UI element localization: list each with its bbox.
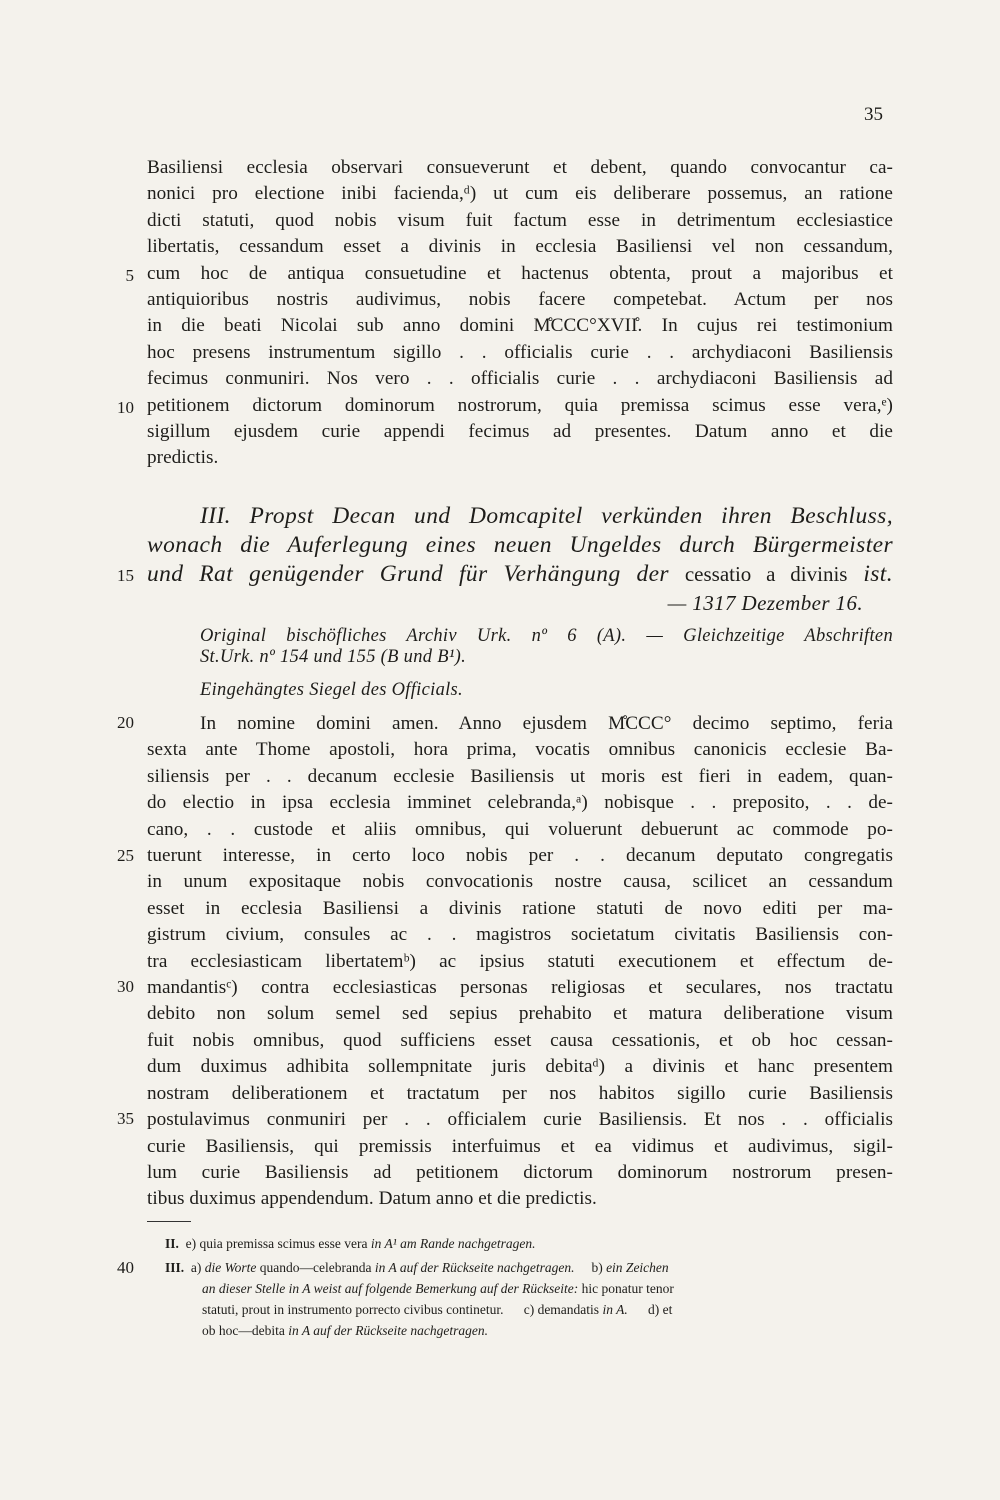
text-line: cano, . . custode et aliis omnibus, qui voluerunt debuerunt ac commode po-	[147, 818, 893, 840]
text-line: cum hoc de antiqua consuetudine et hactenus obtenta, prout a majoribus et	[147, 262, 893, 284]
text-line: postulavimus conmuniri per . . officialem curie Basiliensis. Et nos . . officialis	[147, 1109, 893, 1131]
text-line: debito non solum semel sed sepius prehabito et matura deliberatione visum	[147, 1003, 893, 1025]
text-line: nostram deliberationem et tractatum per nos habitos sigillo curie Basiliensis	[147, 1082, 893, 1104]
footnote-label: II.	[165, 1236, 179, 1251]
footnote-label: III.	[165, 1260, 185, 1275]
line-number-15: 15	[117, 566, 134, 585]
heading-text: und Rat genügender Grund für Verhängung der	[147, 561, 669, 587]
text-line: antiquioribus nostris audivimus, nobis facere competebat. Actum per nos	[147, 289, 893, 311]
footnote-text: quando—celebranda	[259, 1260, 372, 1275]
page-number: 35	[864, 104, 883, 125]
text-line: tibus duximus appendendum. Datum anno et die predictis.	[147, 1188, 597, 1210]
text-line: curie Basiliensis, qui premissis interfuimus et ea vidimus et audivimus, sigil-	[147, 1135, 893, 1157]
footnote-text: b)	[591, 1260, 603, 1275]
footnote-iii	[165, 1257, 893, 1278]
footnote-text: a)	[190, 1260, 202, 1275]
heading-line	[147, 560, 893, 589]
heading-upright-text: cessatio a divinis	[684, 562, 848, 586]
footnote-note: in A auf der Rückseite nachgetragen.	[374, 1260, 575, 1275]
line-number-5: 5	[125, 266, 134, 285]
text-line: esset in ecclesia Basiliensi a divinis ratione statuti de novo editi per ma-	[147, 897, 893, 919]
footnote-text: statuti, prout in instrumento porrecto civibus continetur.	[202, 1302, 504, 1317]
text-line: in unum expositaque nobis convocationis nostre causa, scilicet an cessandum	[147, 871, 893, 893]
text-line: Basiliensi ecclesia observari consueverunt et debent, quando convocantur ca-	[147, 157, 893, 178]
text-line: do electio in ipsa ecclesia imminet celebranda,ᵃ) nobisque . . preposito, . . de-	[147, 792, 893, 814]
text-line: tra ecclesiasticam libertatemᵇ) ac ipsius statuti executionem et effectum de-	[147, 950, 893, 972]
footnote-note: die Worte	[204, 1260, 257, 1275]
footnote-iii-cont	[165, 1299, 893, 1320]
text-line: fecimus conmuniri. Nos vero . . officialis curie . . archydiaconi Basiliensis ad	[147, 368, 893, 390]
line-number-30: 30	[117, 977, 134, 996]
line-number-35: 35	[117, 1109, 134, 1128]
text-line: dum duximus adhibita sollempnitate juris debitaᵈ) a divinis et hanc presentem	[147, 1056, 893, 1078]
text-line: In nomine domini amen. Anno ejusdem M̊CCC° decimo septimo, feria	[200, 713, 893, 734]
source-note	[200, 626, 893, 701]
text-line: sigillum ejusdem curie appendi fecimus ad presentes. Datum anno et die	[147, 421, 893, 443]
footnote-iii-cont	[165, 1320, 893, 1341]
footnote-text: ob hoc—debita	[202, 1323, 285, 1338]
line-number-40: 40	[117, 1258, 134, 1277]
text-block-1	[147, 155, 893, 472]
text-line: predictis.	[147, 447, 219, 469]
footnotes	[165, 1233, 893, 1341]
text-line: in die beati Nicolai sub anno domini M̊CCC°XVII̊. In cujus rei testimonium	[147, 315, 893, 337]
heading-text-end: ist.	[863, 561, 893, 587]
text-line: fuit nobis omnibus, quod sufficiens esset causa cessationis, et ob hoc cessan-	[147, 1029, 893, 1051]
footnote-text: hic ponatur tenor	[581, 1281, 674, 1296]
text-line: tuerunt interesse, in certo loco nobis per . . decanum deputato congregatis	[147, 845, 893, 867]
text-line: lum curie Basiliensis ad petitionem dictorum dominorum nostrorum presen-	[147, 1161, 893, 1183]
text-line: nonici pro electione inibi facienda,ᵈ) ut cum eis deliberare possemus, an ratione	[147, 183, 893, 205]
source-line: Original bischöfliches Archiv Urk. nº 6 (A). — Gleichzeitige Abschriften	[200, 626, 893, 646]
footnote-note: ein Zeichen	[606, 1260, 669, 1275]
source-line: St.Urk. nº 154 und 155 (B und B¹).	[200, 647, 467, 667]
text-line: petitionem dictorum dominorum nostrorum, quia premissa scimus esse vera,ᵉ)	[147, 394, 893, 416]
text-line: libertatis, cessandum esset a divinis in ecclesia Basiliensi vel non cessandum,	[147, 236, 893, 258]
document-date: — 1317 Dezember 16.	[667, 591, 863, 615]
text-line: hoc presens instrumentum sigillo . . officialis curie . . archydiaconi Basiliensis	[147, 341, 893, 363]
footnote-rule	[147, 1221, 191, 1222]
footnote-note: in A¹ am Rande nachgetragen.	[370, 1236, 536, 1251]
footnote-text: d) et	[647, 1302, 673, 1317]
text-line: mandantisᶜ) contra ecclesiasticas personas religiosas et seculares, nos tractatu	[147, 977, 893, 999]
footnote-text: e) quia premissa scimus esse vera	[185, 1236, 368, 1251]
footnote-note: in A.	[602, 1302, 628, 1317]
footnote-note: an dieser Stelle in A weist auf folgende Bemerkung auf der Rückseite:	[202, 1281, 579, 1296]
heading-line: wonach die Auferlegung eines neuen Ungeldes durch Bürgermeister	[147, 532, 893, 558]
footnote-iii-cont	[165, 1278, 893, 1299]
heading-line: III. Propst Decan und Domcapitel verkünden ihren Beschluss,	[200, 503, 893, 529]
text-line: sexta ante Thome apostoli, hora prima, vocatis omnibus canonicis ecclesie Ba-	[147, 739, 893, 761]
text-line: dicti statuti, quod nobis visum fuit factum esse in detrimentum ecclesiastice	[147, 209, 893, 231]
footnote-ii	[165, 1233, 893, 1254]
footnote-note: in A auf der Rückseite nachgetragen.	[288, 1323, 488, 1338]
line-number-10: 10	[117, 398, 134, 417]
footnote-text: c) demandatis	[523, 1302, 600, 1317]
text-line: gistrum civium, consules ac . . magistros societatum civitatis Basiliensis con-	[147, 924, 893, 946]
seal-note: Eingehängtes Siegel des Officials.	[200, 680, 463, 700]
text-line: siliensis per . . decanum ecclesie Basiliensis ut moris est fieri in eadem, quan-	[147, 765, 893, 787]
document-heading	[147, 502, 893, 618]
text-block-2	[147, 711, 893, 1213]
line-number-25: 25	[117, 846, 134, 865]
line-number-20: 20	[117, 713, 134, 732]
